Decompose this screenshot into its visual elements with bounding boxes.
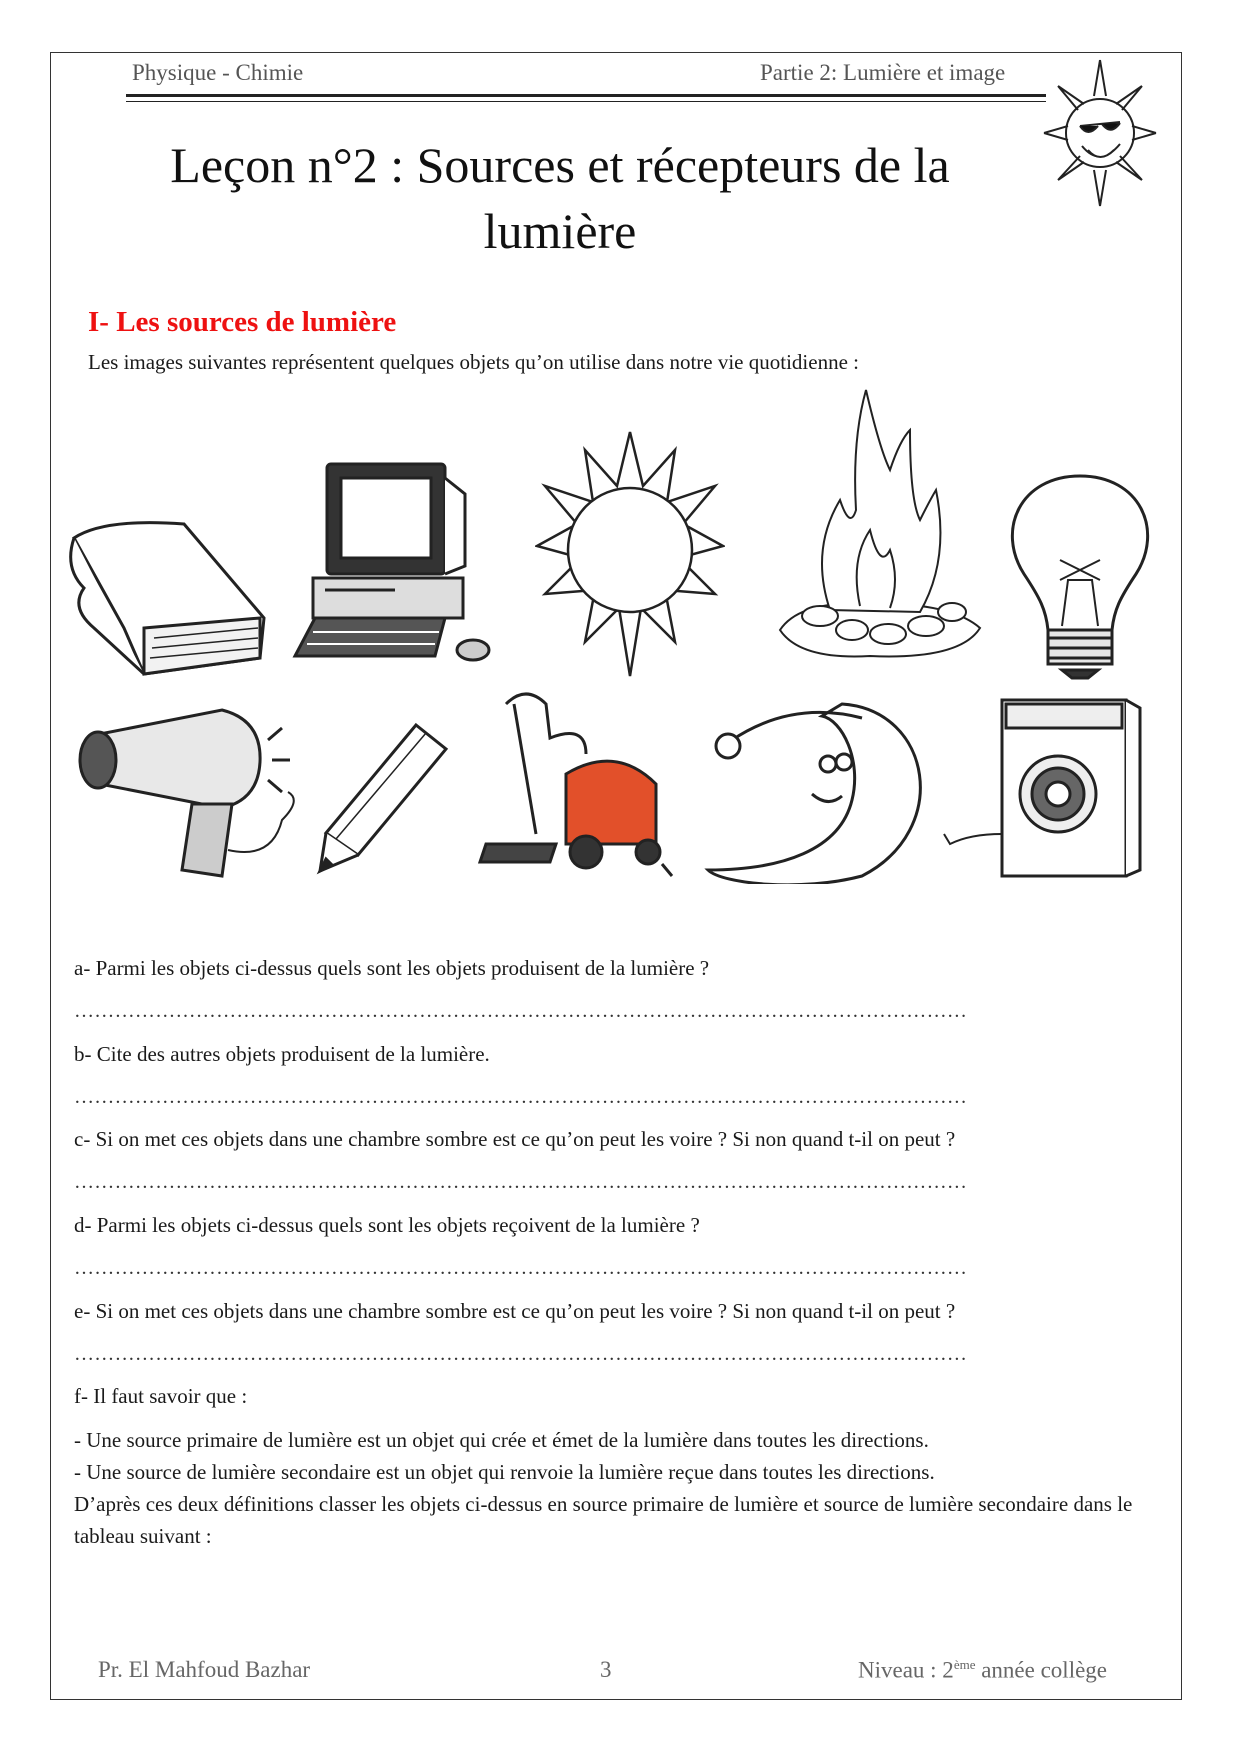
question-b: b- Cite des autres objets produisent de la lumière.: [74, 1042, 490, 1066]
definition-primary: - Une source primaire de lumière est un objet qui crée et émet de la lumière dans toutes les directions.: [74, 1428, 929, 1452]
title-line-2: lumière: [483, 203, 637, 259]
question-e: e- Si on met ces objets dans une chambre sombre est ce qu’on peut les voire ? Si non quand t-il on peut ?: [74, 1299, 956, 1323]
moon-icon: [692, 700, 954, 884]
footer-level: [858, 1657, 1107, 1684]
header-subject: Physique - Chimie: [132, 60, 304, 85]
header-rule: [126, 94, 1046, 97]
book-icon: [64, 508, 272, 678]
header-rule-thin: [126, 101, 1046, 102]
question-a: a- Parmi les objets ci-dessus quels sont les objets produisent de la lumière ?: [74, 956, 710, 980]
lightbulb-icon: [990, 470, 1170, 680]
washing-machine-icon: [940, 694, 1180, 884]
footer-author: Pr. El Mahfoud Bazhar: [98, 1657, 311, 1682]
question-c: c- Si on met ces objets dans une chambre sombre est ce qu’on peut les voire ? Si non quand t-il on peut ?: [74, 1127, 956, 1151]
pencil-icon: [316, 715, 456, 875]
fire-icon: [760, 380, 990, 670]
header-part: Partie 2: Lumière et image: [760, 60, 1006, 85]
vacuum-icon: [466, 684, 676, 882]
question-d: d- Parmi les objets ci-dessus quels sont les objets reçoivent de la lumière ?: [74, 1213, 700, 1237]
level-prefix: Niveau : 2: [858, 1657, 954, 1683]
sun-logo-icon: [1040, 48, 1160, 218]
section-heading: I- Les sources de lumière: [88, 306, 397, 338]
sun-icon: [535, 428, 725, 680]
answer-line-c[interactable]: ……………………………………………………………………………………………………………………: [74, 1171, 968, 1193]
footer-page-number: 3: [600, 1657, 612, 1682]
level-suffix: année collège: [975, 1657, 1107, 1683]
question-f: f- Il faut savoir que :: [74, 1384, 248, 1408]
hairdryer-icon: [72, 700, 302, 878]
definition-secondary: - Une source de lumière secondaire est un objet qui renvoie la lumière reçue dans toutes les directions.: [74, 1460, 935, 1484]
classification-instruction: D’après ces deux définitions classer les objets ci-dessus en source primaire de lumière et source de lumière secondaire dans le tableau suivant :: [74, 1492, 1133, 1548]
lesson-title: [80, 132, 1040, 264]
answer-line-b[interactable]: ……………………………………………………………………………………………………………………: [74, 1086, 968, 1108]
section-intro: Les images suivantes représentent quelques objets qu’on utilise dans notre vie quotidienne :: [88, 350, 859, 374]
definitions: [74, 1424, 1164, 1552]
answer-line-a[interactable]: ……………………………………………………………………………………………………………………: [74, 1000, 968, 1022]
answer-line-e[interactable]: ……………………………………………………………………………………………………………………: [74, 1343, 968, 1365]
level-sup: ème: [953, 1657, 976, 1672]
answer-line-d[interactable]: ……………………………………………………………………………………………………………………: [74, 1257, 968, 1279]
title-line-1: Leçon n°2 : Sources et récepteurs de la: [170, 137, 950, 193]
computer-icon: [285, 458, 495, 670]
